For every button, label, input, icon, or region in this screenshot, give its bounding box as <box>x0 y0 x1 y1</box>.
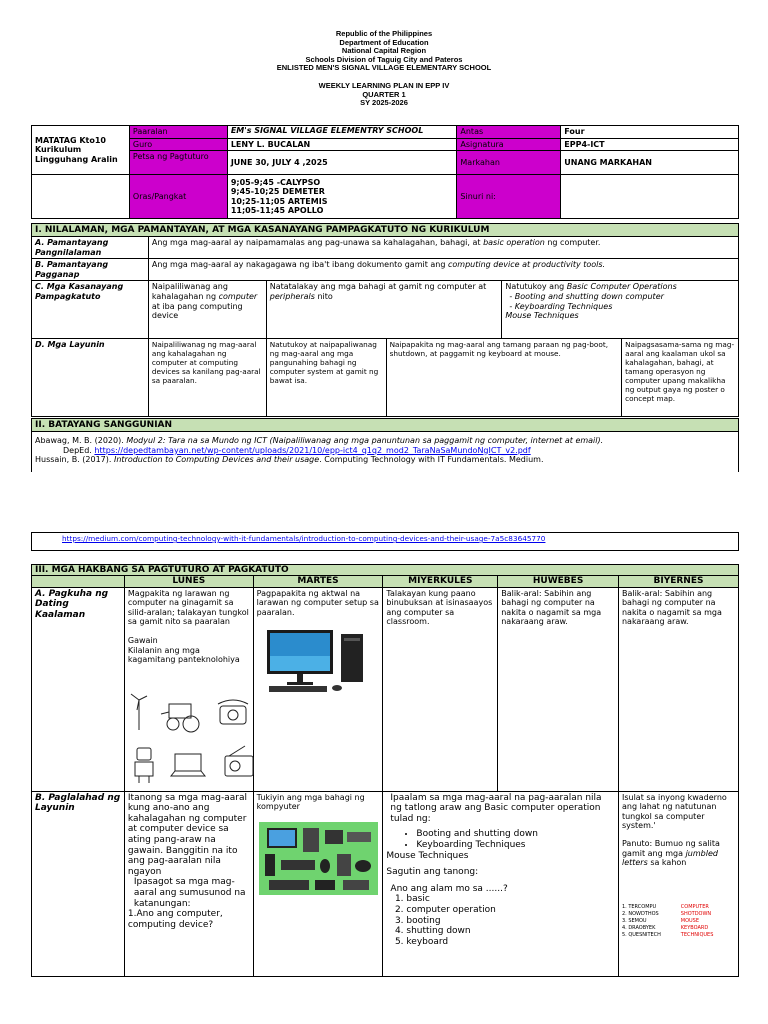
antas-value: Four <box>561 126 739 139</box>
d-objective-2: Natutukoy at naipapaliwanag ng mag-aaral ang mga pangunahing bahagi ng computer system at gamit ng bawat isa. <box>266 339 386 417</box>
b-midweek-cell: Ipaalam sa mga mag-aaral na pag-aaralan nila ng tatlong araw ang Basic computer operation tulad ng: • Booting and shutting down • Keyboarding Techniques Mouse Techniques Sagutin ang tanong: Ano ang alam mo sa ......? 1. basic 2. computer operation 3. booting 4. shutting down 5. keyboard <box>383 791 619 976</box>
day-header: BIYERNES <box>618 576 738 588</box>
paaralan-label: Paaralan <box>129 126 227 139</box>
section-2-title: II. BATAYANG SANGGUNIAN <box>32 419 739 432</box>
schedule-line: 9;45-10;25 DEMETER <box>230 187 325 197</box>
info-table <box>31 125 739 219</box>
question-item: 4. shutting down <box>406 926 615 937</box>
c-skill-1: Naipaliliwanag ang kahalagahan ng computer at iba pang computing device <box>148 281 266 339</box>
a-text: Ang mga mag-aaral ay naipamamalas ang pag-unawa sa kahalagahan, bahagi, at basic operation ng computer. <box>148 237 738 259</box>
desktop-computer-image <box>263 626 381 694</box>
b-lunes-cell: Itanong sa mga mag-aaral kung ano-ano ang kahalagahan ng computer at computer device sa ating pang-araw na gawain. Banggitin na ito ang pag-aaralan nila ngayon Ipasagot sa mga mag- aaral ang sumusunod na katanungan: 1.Ano ang computer, computing device? <box>124 791 253 976</box>
schedule-line: 10;25-11;05 ARTEMIS <box>230 196 328 206</box>
schedule-value <box>227 175 457 219</box>
b-martes-cell: Tukiyin ang mga bahagi ng kompyuter <box>253 791 383 976</box>
question-item: 1. basic <box>406 894 615 905</box>
d-label: D. Mga Layunin <box>32 339 149 417</box>
link-box <box>31 532 739 551</box>
midweek-bullet: • Booting and shutting down <box>416 829 615 840</box>
subject-value: EPP4-ICT <box>561 138 739 151</box>
sinuri-label: Sinuri ni: <box>457 175 561 219</box>
day-header: HUWEBES <box>498 576 619 588</box>
d-objective-4: Naipagsasama-sama ng mag-aaral ang kaalaman ukol sa kahalagahan, bahagi, at tamang operasyon ng computer upang makalikha ng output gaya ng poster o concept map. <box>622 339 739 417</box>
header-line: WEEKLY LEARNING PLAN IN EPP IV <box>318 80 450 90</box>
asignatura-label: Asignatura <box>457 138 561 151</box>
references: Abawag, M. B. (2020). Modyul 2: Tara na sa Mundo ng ICT (Naipaliliwanag ang mga panuntunan sa paggamit ng computer, internet at email). DepEd. https://depedtambayan.net/wp-content/uploads/2021/10/epp-ict4_q1q2_mod2_TaraNaSaMundoNgICT_v2.pdf Hussain, B. (2017). Introduction to Computing Devices and their usage. Computing Technology with IT Fundamentals. Medium. <box>32 432 739 472</box>
quarter-value: UNANG MARKAHAN <box>561 151 739 175</box>
reference-link-1[interactable]: https://depedtambayan.net/wp-content/uploads/2021/10/epp-ict4_q1q2_mod2_TaraNaSaMundoNgICT_v2.pdf <box>94 445 531 455</box>
markahan-label: Markahan <box>457 151 561 175</box>
guro-label: Guro <box>129 138 227 151</box>
a-huwebes-cell: Balik-aral: Sabihin ang bahagi ng computer na nakita o nagamit sa mga nakaraang araw. <box>498 587 619 791</box>
schedule-line: 9;05-9;45 -CALYPSO <box>230 177 321 187</box>
header-line: Department of Education <box>339 37 429 47</box>
section-1-table <box>31 223 739 417</box>
teacher-value: LENY L. BUCALAN <box>227 138 457 151</box>
oras-label: Oras/Pangkat <box>129 175 227 219</box>
day-header: MIYERKULES <box>383 576 498 588</box>
a-biyernes-cell: Balik-aral: Sabihin ang bahagi ng computer na nakita o nagamit sa mga nakaraang araw. <box>618 587 738 791</box>
section-3-title: III. MGA HAKBANG SA PAGTUTURO AT PAGKATUTO <box>32 565 739 576</box>
c-skill-2: Natatalakay ang mga bahagi at gamit ng computer at peripherals nito <box>266 281 502 339</box>
d-objective-3: Naipapakita ng mag-aaral ang tamang paraan ng pag-boot, shutdown, at paggamit ng keyboard at mouse. <box>386 339 622 417</box>
header-line: National Capital Region <box>341 46 427 56</box>
document-header <box>0 30 768 108</box>
question-item: 2. computer operation <box>406 905 615 916</box>
header-line: Schools Division of Taguig City and Pateros <box>305 54 463 64</box>
technology-tools-illustration <box>125 690 260 785</box>
a-lunes-cell: Magpakita ng larawan ng computer na ginagamit sa silid-aralan; talakayan tungkol sa gamit nito sa paaralan Gawain Kilalanin ang mga kagamitang panteknolohiya <box>124 587 253 791</box>
a-label: A. Pamantayang Pangnilalaman <box>32 237 149 259</box>
c-label: C. Mga Kasanayang Pampagkatuto <box>32 281 149 339</box>
section-1-title: I. NILALAMAN, MGA PAMANTAYAN, AT MGA KASANAYANG PAMPAGKATUTO NG KURIKULUM <box>32 224 739 237</box>
header-line: ENLISTED MEN'S SIGNAL VILLAGE ELEMENTARY SCHOOL <box>276 63 492 73</box>
section-2-table <box>31 418 739 472</box>
school-value: EM's SIGNAL VILLAGE ELEMENTRY SCHOOL <box>227 126 457 139</box>
question-item: 5. keyboard <box>406 937 615 948</box>
b-label: B. Pamantayang Pagganap <box>32 259 149 281</box>
question-item: 3. booting <box>406 916 615 927</box>
curriculum-label: MATATAG Kto10 Kurikulum Lingguhang Aralin <box>32 126 130 175</box>
a-step-label: A. Pagkuha ng Dating Kaalaman <box>32 587 125 791</box>
jumbled-letters-box: 1. TERCOMPU COMPUTER 2. NOWDTHOS SHOTDOWN 3. SEMOU MOUSE 4. DRAOBYEK KEYBOARD 5. QUESNITECH TECHNIQUES <box>621 903 714 938</box>
schedule-line: 11;05-11;45 APOLLO <box>230 206 324 216</box>
b-biyernes-cell: Isulat sa inyong kwaderno ang lahat ng natutunan tungkol sa computer system.' Panuto: Bumuo ng salita gamit ang mga jumbled letters sa kahon 1. TERCOMPU COMPUTER 2. NOWDTHOS SHOTDOWN 3. SEMOU MOUSE 4. DRAOBYEK KEYBOARD 5. QUESNITECH TECHNIQUES <box>618 791 738 976</box>
header-line: Republic of the Philippines <box>335 29 433 38</box>
b-step-label: B. Paglalahad ng Layunin <box>32 791 125 976</box>
d-objective-1: Naipaliliwanag ng mag-aaral ang kahalagahan ng computer at computing devices sa kanilang pag-aaral sa paaralan. <box>148 339 266 417</box>
petsa-label: Petsa ng Pagtuturo <box>129 151 227 175</box>
midweek-bullet: • Keyboarding Techniques <box>416 840 615 851</box>
header-line: SY 2025-2026 <box>360 98 408 108</box>
a-miyerkules-cell: Talakayan kung paano binubuksan at isinasaayos ang computer sa classroom. <box>383 587 498 791</box>
day-header: MARTES <box>253 576 383 588</box>
computer-parts-image <box>259 822 378 895</box>
header-line: QUARTER 1 <box>362 89 406 99</box>
c-skill-3: Natutukoy ang Basic Computer Operations - Booting and shutting down computer - Keyboarding Techniques Mouse Techniques <box>502 281 739 339</box>
date-value: JUNE 30, JULY 4 ,2025 <box>227 151 457 175</box>
antas-label: Antas <box>457 126 561 139</box>
a-martes-cell: Pagpapakita ng aktwal na larawan ng computer setup sa paaralan. <box>253 587 383 791</box>
reference-link-2[interactable]: https://medium.com/computing-technology-with-it-fundamentals/introduction-to-computing-devices-and-their-usage-7a5c83645770 <box>62 534 546 543</box>
day-header: LUNES <box>124 576 253 588</box>
b-text: Ang mga mag-aaral ay nakagagawa ng iba't ibang dokumento gamit ang computing device at productivity tools. <box>148 259 738 281</box>
